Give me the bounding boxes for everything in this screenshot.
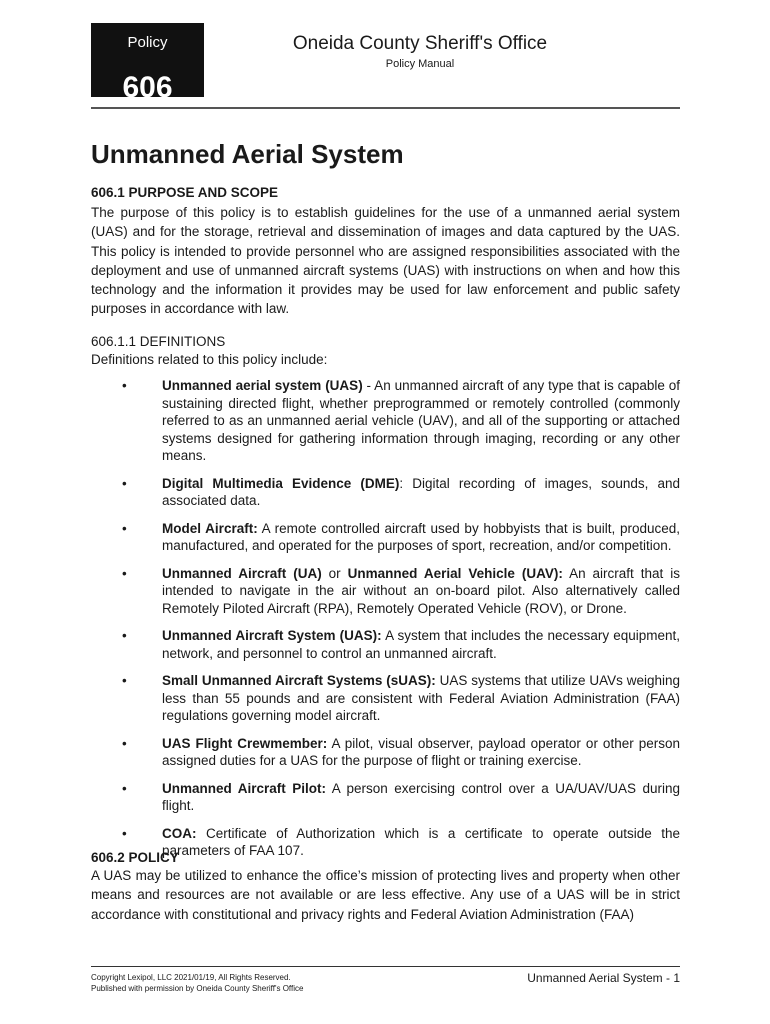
definition-description: - An unmanned aircraft of any type that is capable of sustaining directed flight, whether preprogrammed or remotely controlled (commonly referred to as an unmanned aerial vehicle (UAV), and all of the supporting or attached systems designed for gathering information through imaging, recording or any other means.: [162, 378, 680, 463]
definition-item: [91, 377, 680, 465]
definition-item: [91, 475, 680, 510]
definition-item: [91, 627, 680, 662]
definition-term: Unmanned aerial system (UAS): [162, 378, 363, 393]
definition-description: : Digital recording of images, sounds, and associated data.: [162, 475, 680, 508]
policy-badge: [91, 23, 204, 104]
definition-text: [162, 627, 680, 662]
page-title: Unmanned Aerial System: [91, 139, 404, 169]
definition-term: Model Aircraft:: [162, 520, 258, 536]
footer-divider: [91, 966, 680, 967]
badge-label: Policy: [127, 34, 168, 51]
definitions-heading: 606.1.1 DEFINITIONS: [91, 334, 226, 349]
purpose-paragraph: The purpose of this policy is to establish guidelines for the use of a unmanned aerial system (UAS) and for the storage, retrieval and dissemination of images and data captured by the UAS. This policy is intended to provide personnel who are assigned responsibilities associated with the deployment and use of unmanned aircraft systems (UAS) with instructions on when and how this technology and the information it provides may be used for law enforcement and public safety purposes in accordance with law.: [91, 205, 680, 317]
definition-text: [162, 735, 680, 770]
definition-description: or: [321, 565, 348, 581]
definition-description: A person exercising control over a UA/UAV/UAS during flight.: [162, 780, 680, 813]
bullet-icon: •: [122, 780, 127, 796]
definition-description: An aircraft that is intended to navigate in the air without an on-board pilot. Also alternatively called Remotely Piloted Aircraft (RPA), Remotely Operated Vehicle (ROV), or Drone.: [162, 565, 681, 616]
manual-name: Policy Manual: [385, 58, 455, 70]
section-heading-purpose: 606.1 PURPOSE AND SCOPE: [91, 185, 279, 200]
definition-term: UAS Flight Crewmember:: [162, 735, 328, 751]
definition-description: A remote controlled aircraft used by hobbyists that is built, produced, manufactured, and operated for the purposes of sport, recreation, and/or competition.: [162, 520, 680, 553]
bullet-icon: •: [122, 475, 127, 491]
definition-term: Digital Multimedia Evidence (DME): [162, 475, 400, 491]
office-name: Oneida County Sheriff's Office: [292, 33, 548, 54]
definition-item: [91, 672, 680, 725]
bullet-icon: •: [122, 825, 127, 841]
definition-term: Unmanned Aircraft Pilot:: [162, 780, 326, 796]
definition-description: Certificate of Authorization which is a certificate to operate outside the parameters of FAA 107.: [162, 825, 680, 858]
copyright-line: Copyright Lexipol, LLC 2021/01/19, All Rights Reserved.: [91, 973, 291, 982]
definition-term: Small Unmanned Aircraft Systems (sUAS):: [162, 673, 436, 688]
definition-item: [91, 565, 680, 618]
definition-description: A pilot, visual observer, payload operator or other person assigned duties for a UAS for the purpose of flight or training exercise.: [162, 735, 680, 768]
footer-copyright: [91, 972, 303, 994]
page-footer-label: Unmanned Aerial System - 1: [527, 971, 680, 985]
definition-item: [91, 780, 680, 815]
definition-item: [91, 520, 680, 555]
policy-paragraph: A UAS may be utilized to enhance the office’s mission of protecting lives and property when other means and resources are not available or are less effective. Any use of a UAS will be in strict accordance with constitutional and privacy rights and Federal Aviation Administration (FAA): [91, 868, 680, 922]
definition-item: [91, 825, 680, 860]
definition-text: [162, 672, 680, 725]
definition-description: UAS systems that utilize UAVs weighing less than 55 pounds and are consistent with Federal Aviation Administration (FAA) regulations governing model aircraft.: [162, 673, 681, 723]
definition-text: [162, 377, 680, 465]
definition-text: [162, 520, 680, 555]
definition-term: Unmanned Aircraft (UA): [162, 565, 322, 581]
badge-number: 606: [122, 71, 173, 104]
definition-term: Unmanned Aerial Vehicle (UAV):: [347, 565, 563, 581]
definition-text: [162, 825, 680, 860]
bullet-icon: •: [122, 520, 127, 536]
published-line: Published with permission by Oneida County Sheriff's Office: [91, 984, 304, 993]
definition-text: [162, 780, 680, 815]
definition-description: A system that includes the necessary equipment, network, and personnel to control an unmanned aircraft.: [162, 628, 680, 661]
section-heading-policy: 606.2 POLICY: [91, 850, 179, 865]
bullet-icon: •: [122, 565, 127, 581]
definitions-intro: Definitions related to this policy include:: [91, 352, 328, 367]
header-divider: [91, 107, 680, 109]
bullet-icon: •: [122, 673, 127, 688]
bullet-icon: •: [122, 735, 127, 751]
definition-term: Unmanned Aircraft System (UAS):: [162, 628, 382, 643]
definition-text: [162, 475, 680, 510]
bullet-icon: •: [122, 628, 127, 643]
definition-text: [162, 565, 680, 618]
bullet-icon: •: [122, 378, 127, 393]
definition-term: COA:: [162, 825, 197, 841]
definitions-list: [91, 377, 680, 870]
definition-item: [91, 735, 680, 770]
